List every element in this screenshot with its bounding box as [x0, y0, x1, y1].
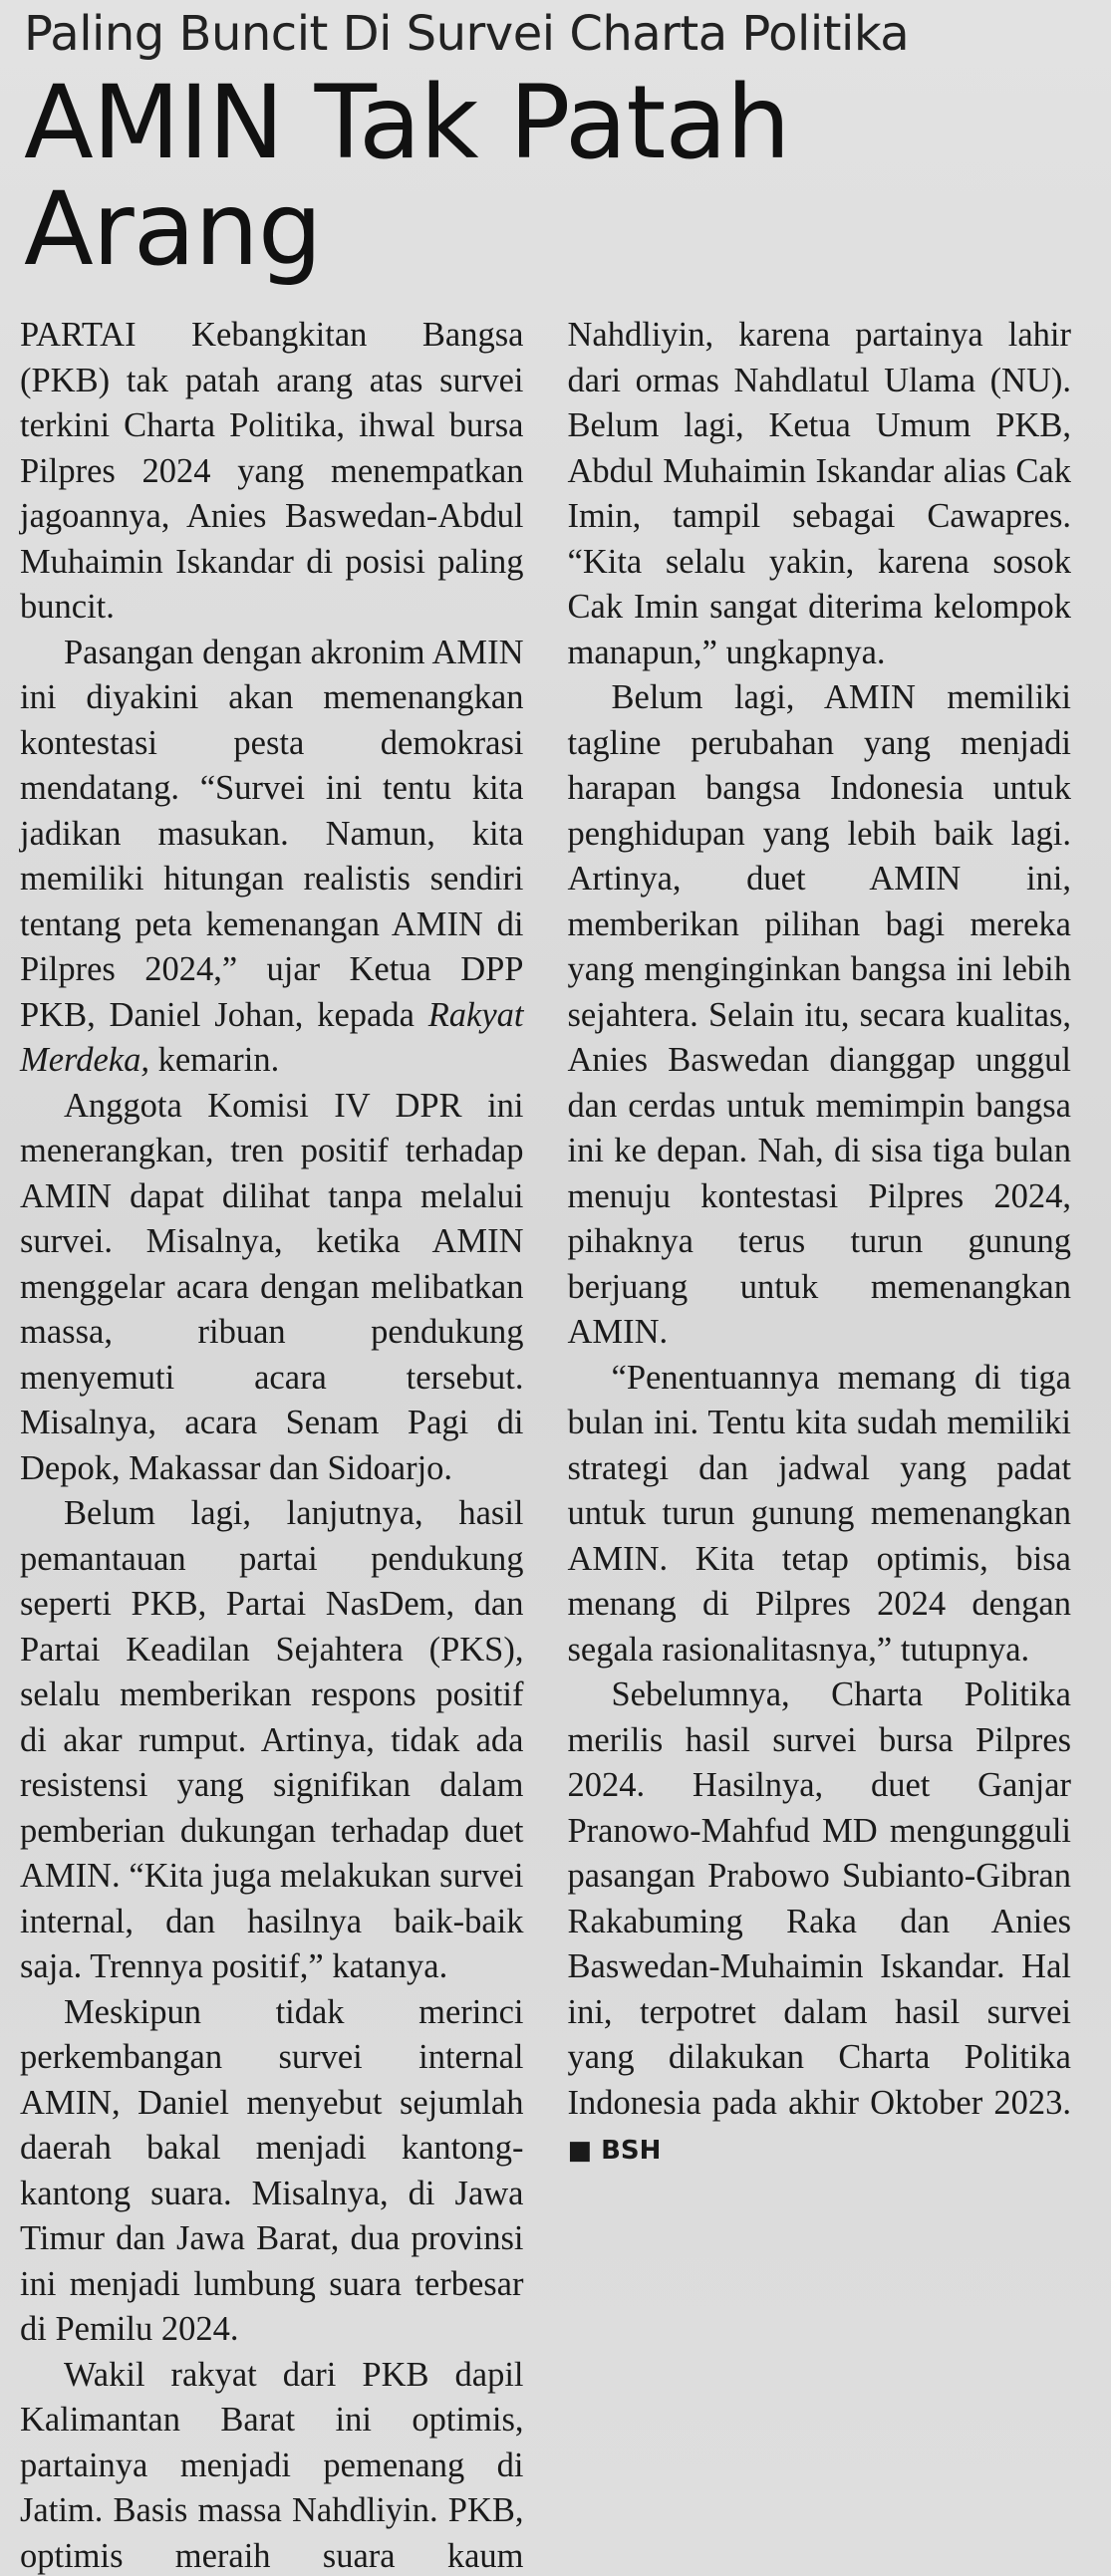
author-end-mark: ■ BSH [567, 2136, 662, 2167]
article-paragraph: Anggota Komisi IV DPR ini menerangkan, tren positif terhadap AMIN dapat dilihat tanpa melalui survei. Misalnya, ketika AMIN menggelar acara dengan melibatkan massa, ribuan pendukung menyemuti acara tersebut. Misalnya, acara Senam Pagi di Depok, Makassar dan Sidoarjo. [20, 1086, 524, 1487]
article-headline: AMIN Tak Patah Arang [24, 64, 790, 290]
article-paragraph [20, 631, 524, 1084]
article-paragraph [568, 1673, 1072, 2175]
paragraph-text: Pasangan dengan akronim AMIN ini diyakini akan memenangkan kontestasi pesta demokrasi mendatang. “Survei ini tentu kita jadikan masukan. Namun, kita memiliki hitungan realistis sendiri tentang peta kemenangan AMIN di Pilpres 2024,” ujar Ketua DPP PKB, Daniel Johan, kepada [20, 633, 524, 1034]
article-paragraph: Meskipun tidak merinci perkembangan survei internal AMIN, Daniel menyebut sejumlah daerah bakal menjadi kantong-kantong suara. Misalnya, di Jawa Timur dan Jawa Barat, dua provinsi ini menjadi lumbung suara terbesar di Pemilu 2024. [20, 1992, 524, 2349]
paragraph-text: Sebelumnya, Charta Politika merilis hasil survei bursa Pilpres 2024. Hasilnya, duet Ganjar Pranowo-Mahfud MD mengungguli pasangan Prabowo Subianto-Gibran Rakabuming Raka dan Anies Baswedan-Muhaimin Iskandar. Hal ini, terpotret dalam hasil survei yang dilakukan Charta Politika Indonesia pada akhir Oktober 2023. [567, 1675, 1071, 2122]
article-paragraph: PARTAI Kebangkitan Bangsa (PKB) tak patah arang atas survei terkini Charta Politika, ihwal bursa Pilpres 2024 yang menempatkan jagoannya, Anies Baswedan-Abdul Muhaimin Iskandar di posisi paling buncit. [20, 316, 524, 627]
article-paragraph: Belum lagi, lanjutnya, hasil pemantauan partai pendukung seperti PKB, Partai NasDem, dan Partai Keadilan Sejahtera (PKS), selalu memberikan respons positif di akar rumput. Artinya, tidak ada resistensi yang signifikan dalam pemberian dukungan terhadap duet AMIN. “Kita juga melakukan survei internal, dan hasilnya baik-baik saja. Trennya positif,” katanya. [20, 1494, 524, 1986]
publication-name: Rakyat Merdeka, [20, 995, 524, 1080]
article-paragraph: Belum lagi, AMIN memiliki tagline perubahan yang menjadi harapan bangsa Indonesia untuk penghidupan yang lebih baik lagi. Artinya, duet AMIN ini, memberikan pilihan bagi mereka yang menginginkan bangsa ini lebih sejahtera. Selain itu, secara kualitas, Anies Baswedan dianggap unggul dan cerdas untuk memimpin bangsa ini ke depan. Nah, di sisa tiga bulan menuju kontestasi Pilpres 2024, pihaknya terus turun gunung berjuang untuk memenangkan AMIN. [567, 678, 1071, 1352]
article-paragraph: Wakil rakyat dari PKB dapil Kalimantan Barat ini optimis, partainya menjadi pemenang di Jatim. Basis massa Nahdliyin. PKB, optimis meraih suara kaum Nahdliyin, karena partainya lahir dari ormas Nahdlatul Ulama (NU). Belum lagi, Ketua Umum PKB, Abdul Muhaimin Iskandar alias Cak Imin, tampil sebagai Cawapres. “Kita selalu yakin, karena sosok Cak Imin sangat diterima kelompok manapun,” ungkapnya. [20, 316, 1071, 2575]
paragraph-text: kemarin. [148, 1041, 280, 1080]
article-kicker: Paling Buncit Di Survei Charta Politika [24, 6, 910, 62]
article-paragraph: “Penentuannya memang di tiga bulan ini. Tentu kita sudah memiliki strategi dan jadwal yang padat untuk turun gunung memenangkan AMIN. Kita tetap optimis, bisa menang di Pilpres 2024 dengan segala rasionalitasnya,” tutupnya. [567, 1358, 1071, 1669]
article-body [20, 313, 1071, 2576]
